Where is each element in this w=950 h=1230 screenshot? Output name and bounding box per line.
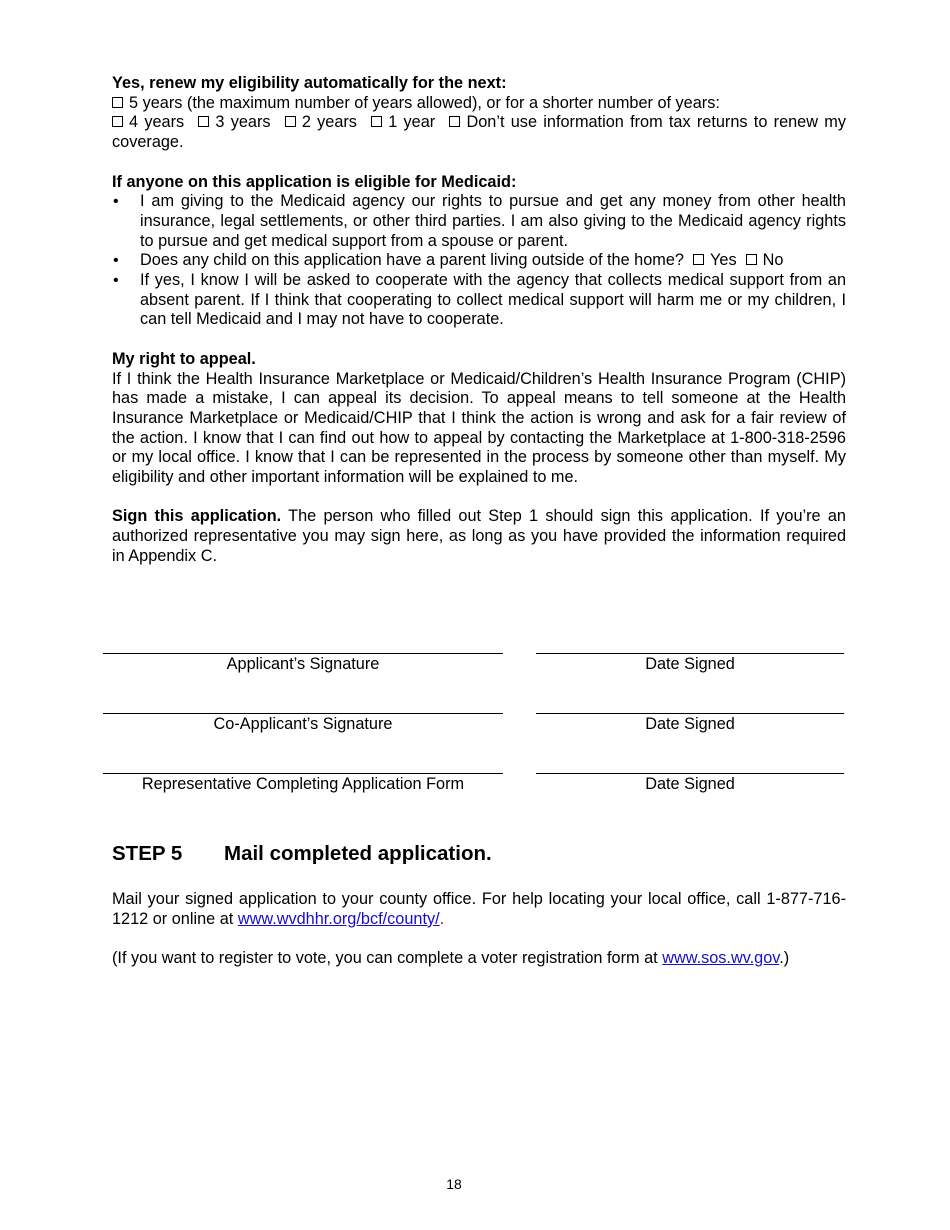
bullet-icon: • [113, 193, 119, 211]
step-5-heading [112, 844, 492, 864]
vote-text: (If you want to register to vote, you can complete a voter registration form at [112, 949, 663, 968]
date-signed-label: Date Signed [645, 655, 735, 673]
checkbox-no[interactable] [746, 254, 757, 265]
date-signed-line[interactable] [536, 773, 844, 774]
checkbox-5-years[interactable] [112, 97, 123, 108]
step-number: STEP 5 [112, 842, 183, 865]
medicaid-bullet-rights: I am giving to the Medicaid agency our rights to pursue and get any money from other health insurance, legal settlements, or other third parties. I am also giving to the Medicaid agency rights to pursue and get medical support from a spouse or parent. [140, 192, 846, 250]
step-5-body [112, 890, 846, 969]
option-4-years-label: 4 years [129, 113, 185, 132]
list-item [112, 251, 846, 271]
option-no-tax-info-label: Don’t use information from tax returns to renew my coverage. [112, 113, 846, 152]
sign-heading: Sign this application. [112, 507, 282, 526]
mail-period: . [439, 909, 445, 928]
date-signed-label: Date Signed [645, 715, 735, 733]
sign-text: The person who filled out Step 1 should sign this application. If you’re an authorized representative you may sign here, as long as you have provided the information required in Appendix C. [112, 507, 846, 565]
applicant-signature-line[interactable] [103, 653, 503, 654]
list-item [112, 271, 846, 330]
renew-heading: Yes, renew my eligibility automatically for the next: [112, 74, 507, 92]
option-1-year-label: 1 year [388, 113, 436, 132]
option-5-years-label: 5 years (the maximum number of years allowed), or for a shorter number of years: [129, 93, 720, 112]
no-label: No [762, 251, 784, 270]
representative-signature-row [103, 773, 844, 833]
renew-option-5-row [112, 94, 846, 114]
date-signed-line[interactable] [536, 653, 844, 654]
yes-label: Yes [710, 251, 737, 270]
applicant-signature-row [103, 653, 844, 713]
co-applicant-signature-label: Co-Applicant’s Signature [213, 715, 393, 733]
applicant-signature-label: Applicant’s Signature [226, 655, 380, 673]
county-office-link[interactable]: www.wvdhhr.org/bcf/county/ [237, 909, 440, 928]
checkbox-2-years[interactable] [285, 116, 296, 127]
appeal-heading: My right to appeal. [112, 349, 256, 368]
bullet-icon: • [113, 272, 119, 290]
medicaid-bullet-cooperate: If yes, I know I will be asked to cooperate with the agency that collects medical support from an absent parent. If I think that cooperating to collect medical support will harm me or my children, I can tell Medicaid and I may not have to cooperate. [140, 271, 846, 329]
page-number: 18 [446, 1176, 462, 1192]
checkbox-no-tax-info[interactable] [449, 116, 460, 127]
parent-outside-question: Does any child on this application have a parent living outside of the home? [140, 251, 684, 270]
co-applicant-signature-row [103, 713, 844, 773]
date-signed-line[interactable] [536, 713, 844, 714]
sign-paragraph [112, 507, 846, 566]
checkbox-4-years[interactable] [112, 116, 123, 127]
checkbox-3-years[interactable] [198, 116, 209, 127]
medicaid-heading: If anyone on this application is eligible for Medicaid: [112, 172, 517, 191]
renew-options-row [112, 113, 846, 152]
representative-signature-label: Representative Completing Application Form [141, 775, 465, 793]
co-applicant-signature-line[interactable] [103, 713, 503, 714]
voter-registration-link[interactable]: www.sos.wv.gov [662, 949, 780, 968]
checkbox-yes[interactable] [693, 254, 704, 265]
appeal-text: If I think the Health Insurance Marketplace or Medicaid/Children’s Health Insurance Program (CHIP) has made a mistake, I can appeal its decision. To appeal means to tell someone at the Health Insurance Marketplace or Medicaid/CHIP that I think the action is wrong and ask for a fair review of the action. I know that I can find out how to appeal by contacting the Marketplace at 1-800-318-2596 or my local office. I know that I can be represented in the process by someone other than myself. My eligibility and other important information will be explained to me. [112, 369, 846, 487]
step-title: Mail completed application. [224, 842, 492, 865]
representative-signature-line[interactable] [103, 773, 503, 774]
vote-instructions [112, 949, 846, 969]
mail-instructions [112, 890, 846, 929]
bullet-icon: • [113, 252, 119, 270]
signature-block [103, 653, 844, 833]
list-item [112, 192, 846, 251]
mail-text: Mail your signed application to your county office. For help locating your local office, call 1-877-716-1212 or online at [112, 890, 846, 928]
medicaid-list [112, 192, 846, 330]
checkbox-1-year[interactable] [371, 116, 382, 127]
option-3-years-label: 3 years [215, 113, 271, 132]
form-body [112, 74, 846, 567]
option-2-years-label: 2 years [301, 113, 357, 132]
date-signed-label: Date Signed [645, 775, 735, 793]
vote-end: .) [779, 949, 790, 968]
